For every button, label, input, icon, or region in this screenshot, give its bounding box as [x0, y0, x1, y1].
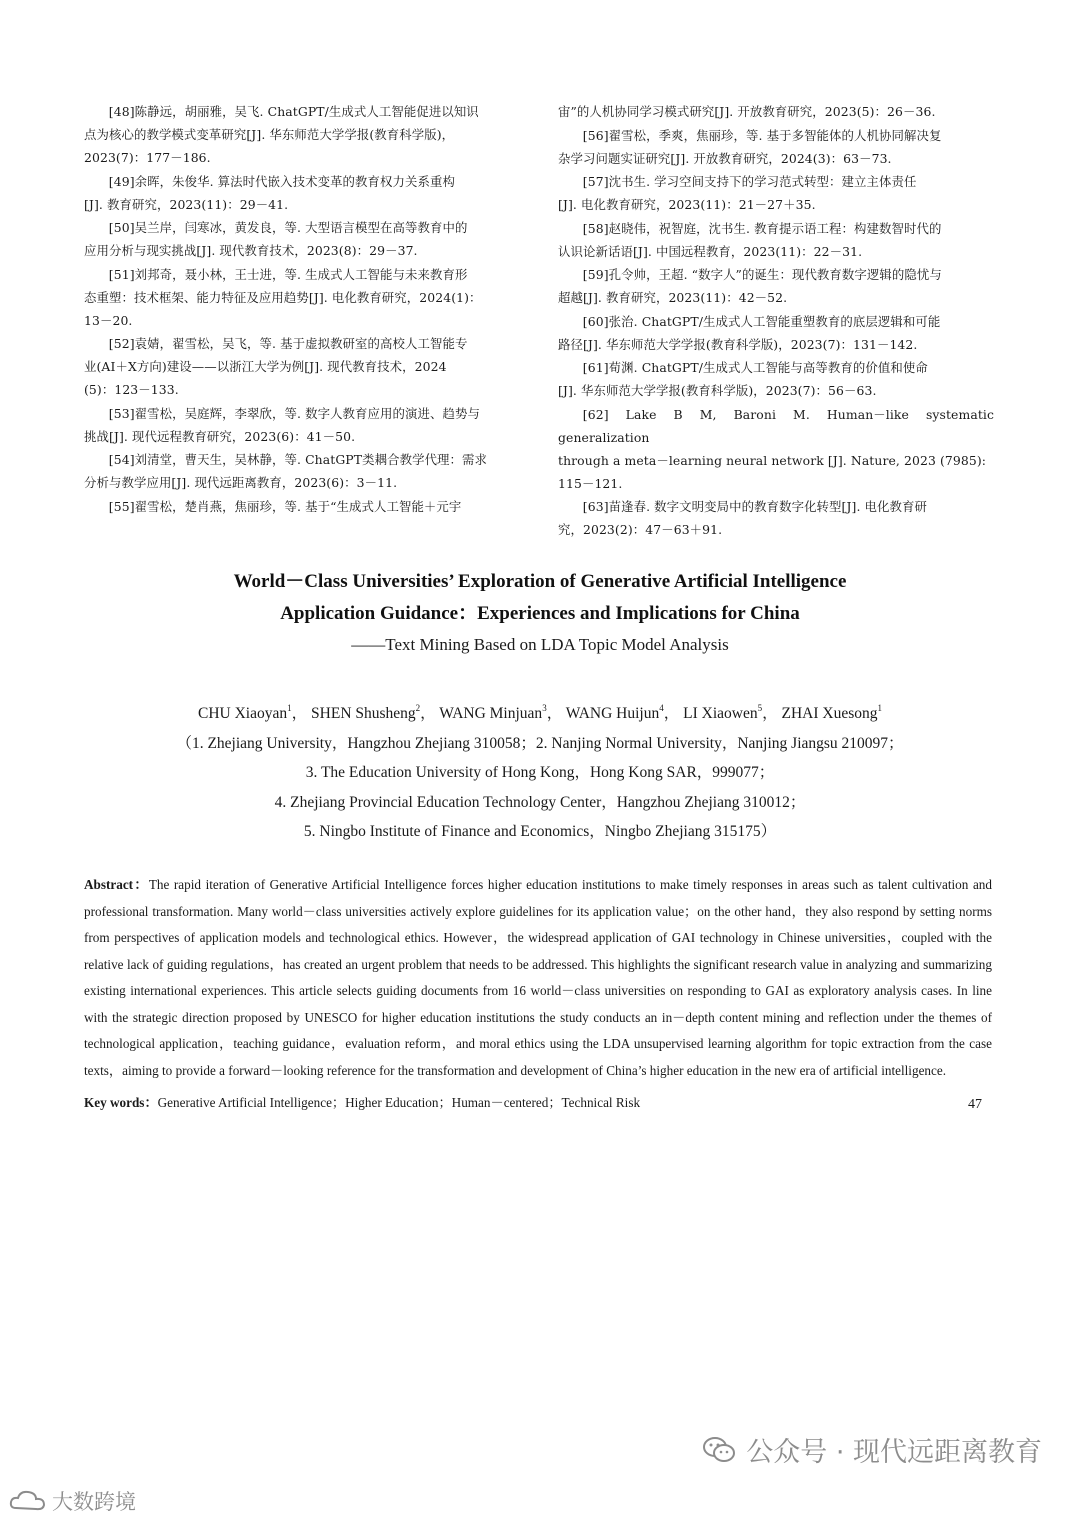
reference-entry	[558, 263, 994, 309]
reference-line: [J]. 教育研究，2023(11)：29－41.	[84, 196, 289, 212]
reference-line: (5)：123－133.	[84, 382, 179, 397]
reference-line: [63]苗逢春. 数字文明变局中的教育数字化转型[J]. 电化教育研	[582, 499, 928, 514]
reference-line: 应用分析与现实挑战[J]. 现代教育技术，2023(8)：29－37.	[84, 243, 418, 258]
wechat-watermark	[702, 1430, 1042, 1469]
page-number: 47	[968, 1097, 982, 1112]
reference-entry	[84, 263, 520, 332]
reference-entry	[84, 448, 520, 494]
reference-entry	[84, 100, 520, 169]
reference-entry	[558, 100, 994, 123]
reference-line: 挑战[J]. 现代远程教育研究，2023(6)：41－50.	[84, 428, 356, 444]
affiliation-line-2: 3. The Education University of Hong Kong，Hong Kong SAR，999077；	[305, 764, 775, 781]
author-name: WANG Minjuan	[439, 705, 543, 722]
reference-line: 分析与教学应用[J]. 现代远距离教育，2023(6)：3－11.	[84, 475, 398, 490]
reference-line: 115－121.	[558, 475, 623, 491]
author-separator: ，	[546, 705, 566, 722]
reference-entry	[558, 217, 994, 263]
reference-line: [J]. 华东师范大学学报(教育科学版)，2023(7)：56－63.	[558, 383, 877, 398]
cloud-logo-icon	[8, 1488, 48, 1514]
reference-line: 点为核心的教学模式变革研究[J]. 华东师范大学学报(教育科学版)，	[84, 127, 455, 142]
reference-line: 13－20.	[84, 312, 133, 328]
reference-line: 态重塑：技术框架、能力特征及应用趋势[J]. 电化教育研究，2024(1)：	[84, 289, 482, 305]
reference-line: 2023(7)：177－186.	[84, 150, 211, 165]
reference-line: 究，2023(2)：47－63＋91.	[558, 522, 723, 537]
reference-line: [J]. 电化教育研究，2023(11)：21－27＋35.	[558, 197, 816, 212]
wechat-icon	[702, 1436, 736, 1464]
abstract-label: Abstract：	[84, 877, 149, 892]
article-title	[0, 566, 1080, 660]
reference-line: 认识论新话语[J]. 中国远程教育，2023(11)：22－31.	[558, 243, 863, 259]
reference-entry	[558, 403, 994, 495]
author-affiliation-marker: 1	[877, 703, 882, 713]
reference-entry	[558, 356, 994, 402]
reference-entry	[558, 310, 994, 356]
author-separator: ，	[762, 705, 782, 722]
reference-line: [52]袁婧，翟雪松，吴飞，等. 基于虚拟教研室的高校人工智能专	[108, 336, 468, 351]
author-affiliation-marker: 2	[415, 703, 421, 713]
reference-line: [61]荀渊. ChatGPT/生成式人工智能与高等教育的价值和使命	[582, 360, 928, 375]
reference-line: [53]翟雪松，吴庭辉，李翠欣，等. 数字人教育应用的演进、趋势与	[108, 405, 480, 421]
author-separator: ，	[663, 705, 684, 722]
author-affiliation-marker: 5	[757, 703, 763, 713]
author-name: WANG Huijun	[565, 705, 660, 722]
reference-line: [62] Lake B M, Baroni M. Human－like systematic generalization	[558, 406, 994, 445]
reference-line: 业(AI＋X方向)建设——以浙江大学为例[J]. 现代教育技术，2024	[84, 359, 447, 374]
abstract-section	[84, 872, 992, 1117]
reference-entry	[84, 216, 520, 262]
author-affiliation-marker: 1	[287, 703, 292, 713]
author-separator: ，	[291, 705, 312, 722]
wechat-watermark-text: 公众号 · 现代远距离教育	[746, 1437, 1042, 1468]
author-name: LI Xiaowen	[683, 705, 758, 722]
author-affiliation-marker: 4	[659, 703, 664, 713]
reference-line: 宙”的人机协同学习模式研究[J]. 开放教育研究，2023(5)：26－36.	[558, 104, 936, 119]
reference-entry	[84, 170, 520, 216]
keywords-paragraph	[84, 1090, 992, 1117]
reference-line: 超越[J]. 教育研究，2023(11)：42－52.	[558, 290, 788, 305]
reference-line: [60]张治. ChatGPT/生成式人工智能重塑教育的底层逻辑和可能	[582, 313, 941, 329]
reference-entry	[558, 170, 994, 216]
author-name: ZHAI Xuesong	[781, 705, 878, 722]
reference-line: [57]沈书生. 学习空间支持下的学习范式转型：建立主体责任	[582, 174, 917, 189]
reference-line: 杂学习问题实证研究[J]. 开放教育研究，2024(3)：63－73.	[558, 150, 892, 166]
keywords-text: Generative Artificial Intelligence；Higher Education；Human－centered；Technical Risk	[157, 1095, 641, 1110]
abstract-paragraph	[84, 872, 992, 1084]
title-line-1: World－Class Universities’ Exploration of Generative Artificial Intelligence	[233, 571, 847, 592]
reference-line: 路径[J]. 华东师范大学学报(教育科学版)，2023(7)：131－142.	[558, 336, 918, 352]
source-watermark	[8, 1486, 136, 1516]
affiliation-line-1: （1. Zhejiang University，Hangzhou Zhejiang 310058；2. Nanjing Normal University，Nanjing Jiangsu 210097；	[176, 734, 904, 752]
title-line-2: Application Guidance：Experiences and Implications for China	[280, 603, 800, 624]
source-watermark-text: 大数跨境	[52, 1490, 136, 1514]
reference-line: [56]翟雪松，季爽，焦丽珍，等. 基于多智能体的人机协同解决复	[582, 127, 942, 143]
author-name: SHEN Shusheng	[311, 705, 416, 722]
reference-line: [51]刘邦奇，聂小林，王士进，等. 生成式人工智能与未来教育形	[108, 266, 468, 282]
reference-entry	[84, 332, 520, 401]
reference-line: [50]吴兰岸，闫寒冰，黄发良，等. 大型语言模型在高等教育中的	[108, 220, 468, 235]
reference-line: [49]余晖，朱俊华. 算法时代嵌入技术变革的教育权力关系重构	[108, 173, 455, 189]
authors-block	[0, 694, 1080, 847]
author-affiliation-marker: 3	[542, 703, 547, 713]
references-left-column	[84, 100, 520, 518]
reference-entry	[558, 124, 994, 170]
author-separator: ，	[420, 705, 440, 722]
article-subtitle: ——Text Mining Based on LDA Topic Model Analysis	[351, 635, 729, 654]
reference-line: [54]刘清堂，曹天生，吴林静，等. ChatGPT类耦合教学代理：需求	[108, 452, 488, 467]
reference-line: [58]赵晓伟，祝智庭，沈书生. 教育提示语工程：构建数智时代的	[582, 220, 942, 236]
reference-line: through a meta－learning neural network [J]. Nature, 2023 (7985):	[558, 452, 987, 468]
author-names	[0, 694, 1080, 729]
reference-line: [55]翟雪松，楚肖燕，焦丽珍，等. 基于“生成式人工智能＋元宇	[108, 498, 462, 514]
reference-entry	[558, 495, 994, 541]
affiliation-line-4: 5. Ningbo Institute of Finance and Economics，Ningbo Zhejiang 315175）	[303, 823, 777, 840]
references-right-column	[558, 100, 994, 542]
affiliation-line-3: 4. Zhejiang Provincial Education Technology Center，Hangzhou Zhejiang 310012；	[274, 793, 806, 811]
reference-entry	[84, 402, 520, 448]
author-name: CHU Xiaoyan	[198, 705, 288, 722]
keywords-label: Key words：	[84, 1095, 158, 1110]
abstract-text: The rapid iteration of Generative Artificial Intelligence forces higher education institutions to make timely responses in areas such as talent cultivation and professional transformation. Many world－class universities actively explore guidelines for its application value；on the other hand，they also respond by setting norms from perspectives of application models and technological ethics. However，the widespread application of GAI technology in Chinese universities，coupled with the relative lack of guiding regulations，has created an urgent problem that needs to be addressed. This highlights the significant research value in analyzing and summarizing existing international experiences. This article selects guiding documents from 16 world－class universities on responding to GAI as exploratory analysis cases. In line with the strategic direction proposed by UNESCO for higher education institutions the study conducts an in－depth content mining and reflection under the themes of technological application，teaching guidance，evaluation reform，and moral ethics using the LDA unsupervised learning algorithm for topic extraction from the case texts，aiming to provide a forward－looking reference for the transformation and development of China’s higher education in the new era of artificial intelligence.	[84, 877, 992, 1078]
reference-entry	[84, 495, 520, 518]
reference-line: [48]陈静远，胡丽雅，吴飞. ChatGPT/生成式人工智能促进以知识	[108, 104, 479, 119]
reference-line: [59]孔令帅，王超. “数字人”的诞生：现代教育数字逻辑的隐忧与	[582, 267, 942, 282]
